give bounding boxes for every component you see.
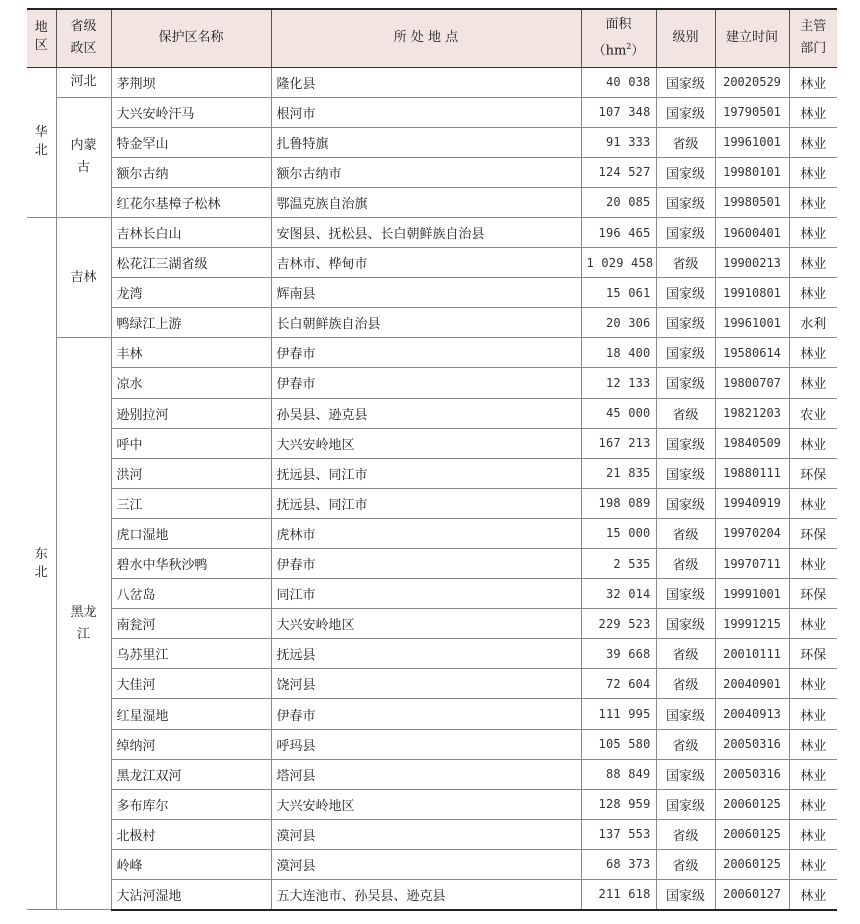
established-date-cell: 19790501 [715,97,789,127]
area-cell: 137 553 [581,819,656,849]
reserve-name-cell: 龙湾 [111,278,271,308]
dept-cell: 林业 [789,157,837,187]
dept-cell: 林业 [789,880,837,910]
table-row [27,549,837,579]
area-cell: 91 333 [581,127,656,157]
established-date-cell: 20060125 [715,819,789,849]
location-cell: 抚远县 [271,639,581,669]
area-cell: 12 133 [581,368,656,398]
level-cell: 国家级 [656,278,715,308]
established-date-cell: 19800707 [715,368,789,398]
area-cell: 20 085 [581,187,656,217]
header-level: 级别 [656,9,715,67]
location-cell: 鄂温克族自治旗 [271,187,581,217]
table-row [27,187,837,217]
location-cell: 安图县、抚松县、长白朝鲜族自治县 [271,217,581,247]
level-cell: 国家级 [656,759,715,789]
header-dept: 主管部门 [789,9,837,67]
level-cell: 省级 [656,127,715,157]
location-cell: 长白朝鲜族自治县 [271,308,581,338]
dept-cell: 林业 [789,248,837,278]
table-row [27,488,837,518]
dept-cell: 林业 [789,127,837,157]
table-row [27,67,837,97]
reserve-name-cell: 额尔古纳 [111,157,271,187]
established-date-cell: 19980101 [715,157,789,187]
location-cell: 伊春市 [271,338,581,368]
location-cell: 扎鲁特旗 [271,127,581,157]
area-cell: 32 014 [581,579,656,609]
location-cell: 漠河县 [271,849,581,879]
area-cell: 39 668 [581,639,656,669]
level-cell: 省级 [656,639,715,669]
reserve-name-cell: 北极村 [111,819,271,849]
area-cell: 111 995 [581,699,656,729]
province-label: 内蒙古 [70,138,97,176]
dept-cell: 林业 [789,97,837,127]
level-cell: 国家级 [656,609,715,639]
reserve-name-cell: 大沾河湿地 [111,880,271,910]
dept-cell: 林业 [789,338,837,368]
table-row [27,368,837,398]
table-row [27,308,837,338]
established-date-cell: 19910801 [715,278,789,308]
reserve-name-cell: 碧水中华秋沙鸭 [111,549,271,579]
table-row [27,699,837,729]
area-cell: 211 618 [581,880,656,910]
table-row [27,819,837,849]
area-cell: 2 535 [581,549,656,579]
established-date-cell: 20060125 [715,849,789,879]
table-row [27,759,837,789]
area-cell: 88 849 [581,759,656,789]
dept-cell: 林业 [789,609,837,639]
header-area: 面积 $(hm^2)$ [581,9,656,67]
location-cell: 辉南县 [271,278,581,308]
established-date-cell: 19980501 [715,187,789,217]
level-cell: 省级 [656,398,715,428]
dept-cell: 环保 [789,639,837,669]
established-date-cell: 19991215 [715,609,789,639]
established-date-cell: 20020529 [715,67,789,97]
location-cell: 隆化县 [271,67,581,97]
table-body [27,67,837,910]
reserve-name-cell: 呼中 [111,428,271,458]
location-cell: 额尔古纳市 [271,157,581,187]
reserve-name-cell: 多布库尔 [111,789,271,819]
table-row [27,729,837,759]
table-row [27,669,837,699]
reserve-name-cell: 洪河 [111,458,271,488]
dept-cell: 林业 [789,669,837,699]
reserve-name-cell: 乌苏里江 [111,639,271,669]
province-cell [56,97,111,217]
area-cell: 107 348 [581,97,656,127]
table-row [27,97,837,127]
region-cell [27,67,56,217]
location-cell: 伊春市 [271,368,581,398]
reserve-name-cell: 吉林长白山 [111,217,271,247]
reserve-name-cell: 丰林 [111,338,271,368]
area-cell: 21 835 [581,458,656,488]
established-date-cell: 19840509 [715,428,789,458]
area-cell: 167 213 [581,428,656,458]
dept-cell: 林业 [789,819,837,849]
level-cell: 国家级 [656,368,715,398]
nature-reserve-table [27,8,837,911]
area-cell: 20 306 [581,308,656,338]
reserve-name-cell: 逊别拉河 [111,398,271,428]
area-cell: 45 000 [581,398,656,428]
location-cell: 抚远县、同江市 [271,488,581,518]
dept-cell: 林业 [789,217,837,247]
dept-cell: 林业 [789,699,837,729]
established-date-cell: 19970204 [715,518,789,548]
reserve-name-cell: 茅荆坝 [111,67,271,97]
level-cell: 省级 [656,729,715,759]
location-cell: 大兴安岭地区 [271,789,581,819]
dept-cell: 林业 [789,549,837,579]
dept-cell: 林业 [789,789,837,819]
area-cell: 18 400 [581,338,656,368]
reserve-name-cell: 虎口湿地 [111,518,271,548]
location-cell: 根河市 [271,97,581,127]
dept-cell: 林业 [789,488,837,518]
region-label: 华北 [34,125,48,159]
location-cell: 同江市 [271,579,581,609]
established-date-cell: 20050316 [715,729,789,759]
table-row [27,849,837,879]
table-row [27,217,837,247]
area-cell: 15 061 [581,278,656,308]
location-cell: 伊春市 [271,699,581,729]
reserve-name-cell: 鸭绿江上游 [111,308,271,338]
dept-cell: 林业 [789,428,837,458]
table-row [27,428,837,458]
level-cell: 国家级 [656,217,715,247]
table-row [27,338,837,368]
province-label: 吉林 [70,269,97,285]
table-row [27,398,837,428]
location-cell: 饶河县 [271,669,581,699]
established-date-cell: 19991001 [715,579,789,609]
dept-cell: 林业 [789,67,837,97]
table-row [27,458,837,488]
level-cell: 国家级 [656,880,715,910]
level-cell: 省级 [656,248,715,278]
level-cell: 国家级 [656,338,715,368]
reserve-name-cell: 岭峰 [111,849,271,879]
reserve-name-cell: 特金罕山 [111,127,271,157]
dept-cell: 农业 [789,398,837,428]
level-cell: 国家级 [656,187,715,217]
level-cell: 省级 [656,669,715,699]
reserve-name-cell: 三江 [111,488,271,518]
province-cell [56,217,111,337]
dept-cell: 林业 [789,368,837,398]
table-row [27,880,837,910]
established-date-cell: 19880111 [715,458,789,488]
established-date-cell: 20050316 [715,759,789,789]
table-row [27,518,837,548]
area-cell: 105 580 [581,729,656,759]
region-label: 东北 [34,546,48,580]
dept-cell: 环保 [789,518,837,548]
area-cell: 128 959 [581,789,656,819]
dept-cell: 环保 [789,579,837,609]
established-date-cell: 20040913 [715,699,789,729]
table-row [27,789,837,819]
table-row [27,579,837,609]
header-province: 省级政区 [56,9,111,67]
location-cell: 塔河县 [271,759,581,789]
location-cell: 抚远县、同江市 [271,458,581,488]
table-row [27,609,837,639]
level-cell: 省级 [656,819,715,849]
level-cell: 国家级 [656,789,715,819]
reserve-name-cell: 大佳河 [111,669,271,699]
table-row [27,248,837,278]
level-cell: 国家级 [656,699,715,729]
level-cell: 国家级 [656,97,715,127]
established-date-cell: 19940919 [715,488,789,518]
reserve-table-wrapper [27,8,837,911]
province-label: 黑龙江 [70,604,97,642]
location-cell: 呼玛县 [271,729,581,759]
dept-cell: 水利 [789,308,837,338]
reserve-name-cell: 大兴安岭汗马 [111,97,271,127]
header-reserve-name: 保护区名称 [111,9,271,67]
reserve-name-cell: 红花尔基樟子松林 [111,187,271,217]
reserve-name-cell: 八岔岛 [111,579,271,609]
established-date-cell: 20040901 [715,669,789,699]
level-cell: 国家级 [656,579,715,609]
header-region: 地区 [27,9,56,67]
region-cell [27,217,56,909]
reserve-name-cell: 黑龙江双河 [111,759,271,789]
area-cell: 1 029 458 [581,248,656,278]
header-location: 所 处 地 点 [271,9,581,67]
reserve-name-cell: 绰纳河 [111,729,271,759]
established-date-cell: 20060127 [715,880,789,910]
dept-cell: 林业 [789,849,837,879]
established-date-cell: 19600401 [715,217,789,247]
location-cell: 大兴安岭地区 [271,428,581,458]
area-cell: 72 604 [581,669,656,699]
location-cell: 大兴安岭地区 [271,609,581,639]
reserve-name-cell: 松花江三湖省级 [111,248,271,278]
province-cell [56,67,111,97]
level-cell: 国家级 [656,458,715,488]
table-row [27,157,837,187]
established-date-cell: 20060125 [715,789,789,819]
level-cell: 国家级 [656,488,715,518]
location-cell: 吉林市、桦甸市 [271,248,581,278]
dept-cell: 环保 [789,458,837,488]
area-cell: 196 465 [581,217,656,247]
header-established: 建立时间 [715,9,789,67]
table-row [27,127,837,157]
level-cell: 省级 [656,518,715,548]
dept-cell: 林业 [789,729,837,759]
established-date-cell: 19970711 [715,549,789,579]
level-cell: 省级 [656,549,715,579]
level-cell: 国家级 [656,67,715,97]
level-cell: 国家级 [656,428,715,458]
location-cell: 虎林市 [271,518,581,548]
location-cell: 孙吴县、逊克县 [271,398,581,428]
area-cell: 15 000 [581,518,656,548]
established-date-cell: 19821203 [715,398,789,428]
established-date-cell: 20010111 [715,639,789,669]
location-cell: 伊春市 [271,549,581,579]
area-cell: 124 527 [581,157,656,187]
area-cell: 68 373 [581,849,656,879]
reserve-name-cell: 凉水 [111,368,271,398]
table-row [27,639,837,669]
location-cell: 漠河县 [271,819,581,849]
province-label: 河北 [70,74,97,90]
level-cell: 国家级 [656,157,715,187]
dept-cell: 林业 [789,187,837,217]
established-date-cell: 19580614 [715,338,789,368]
dept-cell: 林业 [789,278,837,308]
established-date-cell: 19961001 [715,308,789,338]
level-cell: 国家级 [656,308,715,338]
established-date-cell: 19961001 [715,127,789,157]
location-cell: 五大连池市、孙吴县、逊克县 [271,880,581,910]
level-cell: 省级 [656,849,715,879]
dept-cell: 林业 [789,759,837,789]
area-cell: 40 038 [581,67,656,97]
area-cell: 198 089 [581,488,656,518]
reserve-name-cell: 红星湿地 [111,699,271,729]
area-cell: 229 523 [581,609,656,639]
province-cell [56,338,111,910]
reserve-name-cell: 南瓮河 [111,609,271,639]
table-row [27,278,837,308]
table-header-row [27,9,837,67]
established-date-cell: 19900213 [715,248,789,278]
